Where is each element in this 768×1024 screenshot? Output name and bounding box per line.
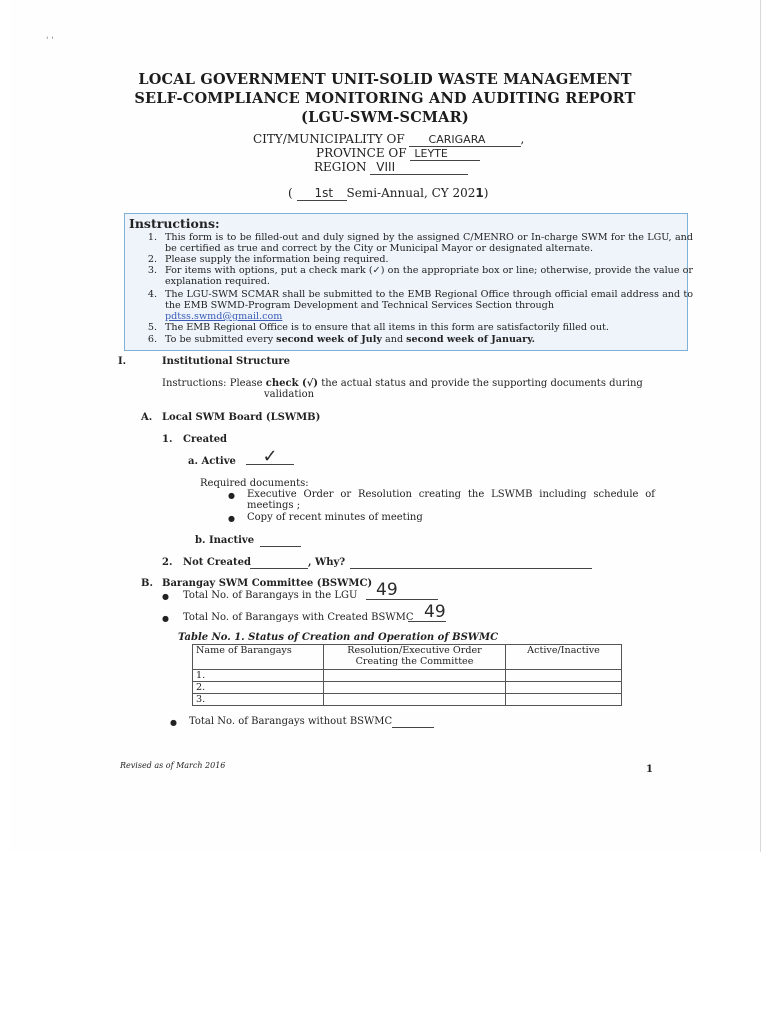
created-label: Created xyxy=(183,434,228,445)
table-cell: 3. xyxy=(193,694,324,706)
table-cell[interactable] xyxy=(324,670,506,682)
bullet-icon: ● xyxy=(162,592,169,601)
inactive-blank[interactable] xyxy=(260,546,301,547)
city-label: CITY/MUNICIPALITY OF xyxy=(253,132,405,146)
province-label: PROVINCE OF xyxy=(316,146,407,160)
period-line xyxy=(288,186,488,201)
table-row xyxy=(193,670,622,682)
table-row xyxy=(193,694,622,706)
not-created-label: Not Created xyxy=(183,557,251,568)
total-barangays-label: Total No. of Barangays in the LGU xyxy=(183,590,358,601)
table-header: Resolution/Executive Order Creating the Committee xyxy=(324,645,506,670)
active-checkmark: ✓ xyxy=(246,446,294,465)
header-line-2: SELF-COMPLIANCE MONITORING AND AUDITING REPORT xyxy=(134,90,636,107)
semester-value: 1st xyxy=(297,186,347,201)
created-number: 1. xyxy=(162,434,173,445)
subsection-a-letter: A. xyxy=(141,412,153,423)
region-value: VIII xyxy=(370,160,468,175)
section-instructions-line2: validation xyxy=(264,389,315,400)
with-bswmc-value: 49 xyxy=(408,602,446,622)
with-bswmc-label: Total No. of Barangays with Created BSWMC xyxy=(183,612,414,623)
bullet-icon: ● xyxy=(170,718,177,727)
not-created-number: 2. xyxy=(162,557,173,568)
subsection-a-title: Local SWM Board (LSWMB) xyxy=(162,412,321,423)
city-field: CITY/MUNICIPALITY OF CARIGARA , xyxy=(253,132,525,146)
period-close: ) xyxy=(483,186,489,200)
table-header: Active/Inactive xyxy=(506,645,622,670)
total-barangays-value: 49 xyxy=(366,580,438,600)
doc-2: Copy of recent minutes of meeting xyxy=(247,512,423,523)
scan-marks: ' ' xyxy=(46,36,54,46)
without-bswmc-blank[interactable] xyxy=(392,727,434,728)
section-instructions: Instructions: Please check (√) the actual status and provide the supporting documents during xyxy=(162,378,643,389)
table-cell[interactable] xyxy=(506,682,622,694)
table-cell[interactable] xyxy=(506,670,622,682)
table-cell[interactable] xyxy=(506,694,622,706)
instructions-box: Instructions: 1. This form is to be filled-out and duly signed by the assigned C/MENRO or In-charge SWM for the LGU, and be certified as true and correct by the City or Municipal Mayor or designated alternate. 2. Please supply the information being required. 3. For items with options, put a check mark (✓) on the appropriate box or line; otherwise, provide the value or explanation required. 4. The LGU-SWM SCMAR shall be submitted to the EMB Regional Office through official email address and to the EMB SWMD-Program Development and Technical Services Section through pdtss.swmd@gmail.com 5. The EMB Regional Office is to ensure that all items in this form are satisfactorily filled out. 6. To be submitted every second week of July and second week of January. xyxy=(124,213,688,351)
why-blank[interactable] xyxy=(350,568,592,569)
city-value: CARIGARA xyxy=(409,133,521,147)
bullet-icon: ● xyxy=(228,491,235,500)
page-number: 1 xyxy=(646,764,653,775)
not-created-blank[interactable] xyxy=(250,568,308,569)
table-cell[interactable] xyxy=(324,694,506,706)
region-field xyxy=(314,160,468,175)
instructions-heading: Instructions: xyxy=(129,216,220,231)
province-value: LEYTE xyxy=(410,147,480,161)
active-label: a. Active xyxy=(188,456,236,467)
table-caption: Table No. 1. Status of Creation and Operation of BSWMC xyxy=(178,632,499,643)
table-cell: 1. xyxy=(193,670,324,682)
period-label: Semi-Annual, CY 202 xyxy=(346,186,476,200)
province-field xyxy=(316,146,480,161)
table-cell[interactable] xyxy=(324,682,506,694)
doc-1-line2: meetings ; xyxy=(247,500,301,511)
table-row xyxy=(193,682,622,694)
document-page xyxy=(10,0,761,852)
doc-1-line1: Executive Order or Resolution creating the LSWMB including schedule of xyxy=(247,489,655,500)
header-line-3: (LGU-SWM-SCMAR) xyxy=(301,109,469,126)
table-header-row xyxy=(193,645,622,670)
why-label: , Why? xyxy=(308,557,346,568)
year-digit: 1 xyxy=(475,186,484,200)
bullet-icon: ● xyxy=(162,614,169,623)
section-number: I. xyxy=(118,356,127,367)
subsection-b-title: Barangay SWM Committee (BSWMC) xyxy=(162,578,373,589)
period-open: ( xyxy=(288,186,293,200)
table-header: Name of Barangays xyxy=(193,645,324,670)
subsection-b-letter: B. xyxy=(141,578,153,589)
region-label: REGION xyxy=(314,160,367,174)
bullet-icon: ● xyxy=(228,514,235,523)
section-title: Institutional Structure xyxy=(162,356,290,367)
header-line-1: LOCAL GOVERNMENT UNIT-SOLID WASTE MANAGEMENT xyxy=(138,71,632,88)
revised-note: Revised as of March 2016 xyxy=(120,761,226,770)
email-link[interactable]: pdtss.swmd@gmail.com xyxy=(165,311,283,322)
required-docs-label: Required documents: xyxy=(200,478,309,489)
inactive-label: b. Inactive xyxy=(195,535,255,546)
table-cell: 2. xyxy=(193,682,324,694)
bswmc-status-table xyxy=(192,644,622,706)
without-bswmc-label: Total No. of Barangays without BSWMC xyxy=(189,716,393,727)
